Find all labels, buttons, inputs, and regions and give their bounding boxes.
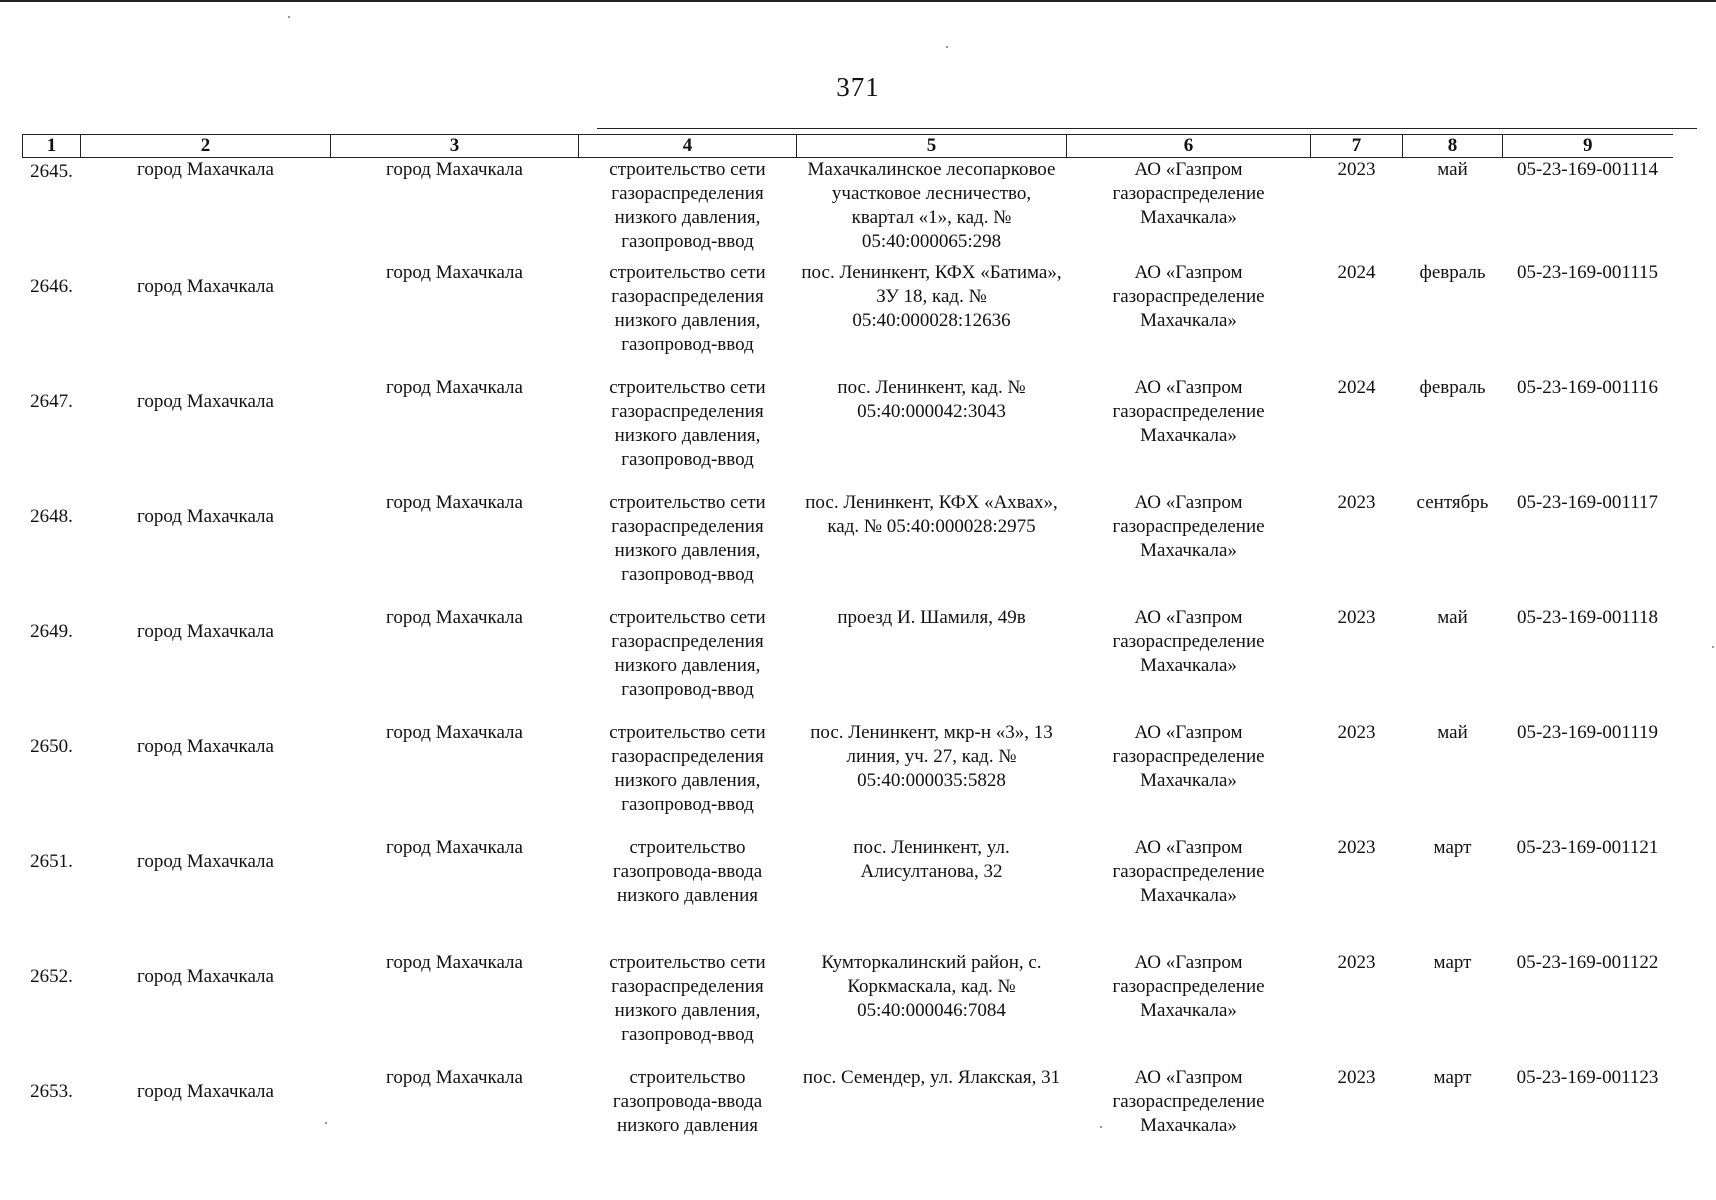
- cell-organization: АО «Газпром газораспределение Махачкала»: [1112, 722, 1265, 791]
- col-header-5: 5: [797, 135, 1067, 158]
- cell-year: 2023: [1337, 837, 1376, 858]
- cell-year: 2024: [1337, 262, 1376, 283]
- cell-month: сентябрь: [1416, 492, 1489, 513]
- cell-month: февраль: [1419, 262, 1486, 283]
- cell-settlement: город Махачкала: [386, 492, 523, 513]
- cell-municipality: город Махачкала: [137, 506, 274, 527]
- cell-settlement: город Махачкала: [386, 607, 523, 628]
- cell-address: пос. Ленинкент, кад. № 05:40:000042:3043: [837, 377, 1026, 422]
- cell-month: май: [1437, 159, 1468, 180]
- table-row: [23, 261, 1673, 376]
- cell-work-type: строительство сети газораспределения низкого давления, газопровод-ввод: [609, 722, 766, 815]
- cell-month: май: [1437, 722, 1468, 743]
- col-header-1: 1: [23, 135, 81, 158]
- scan-speck: [288, 16, 290, 18]
- cell-month: май: [1437, 607, 1468, 628]
- cell-organization: АО «Газпром газораспределение Махачкала»: [1112, 377, 1265, 446]
- cell-code: 05-23-169-001119: [1516, 722, 1659, 743]
- cell-settlement: город Махачкала: [386, 159, 523, 180]
- cell-work-type: строительство сети газораспределения низкого давления, газопровод-ввод: [609, 159, 766, 252]
- table-row: [23, 376, 1673, 491]
- cell-address: проезд И. Шамиля, 49в: [837, 607, 1026, 628]
- page-top-rule: [0, 0, 1716, 2]
- cell-code: 05-23-169-001115: [1516, 262, 1659, 283]
- cell-year: 2023: [1337, 722, 1376, 743]
- cell-work-type: строительство сети газораспределения низкого давления, газопровод-ввод: [609, 492, 766, 585]
- cell-year: 2023: [1337, 952, 1376, 973]
- row-number: 2653.: [30, 1081, 73, 1102]
- scan-speck: [946, 46, 948, 48]
- cell-municipality: город Махачкала: [137, 851, 274, 872]
- cell-organization: АО «Газпром газораспределение Махачкала»: [1112, 607, 1265, 676]
- cell-settlement: город Махачкала: [386, 952, 523, 973]
- cell-settlement: город Махачкала: [386, 1067, 523, 1088]
- scan-speck: [1712, 646, 1714, 648]
- cell-code: 05-23-169-001122: [1516, 952, 1659, 973]
- cell-work-type: строительство газопровода-ввода низкого давления: [612, 1067, 763, 1136]
- cell-municipality: город Махачкала: [137, 159, 274, 180]
- cell-organization: АО «Газпром газораспределение Махачкала»: [1112, 952, 1265, 1021]
- cell-work-type: строительство сети газораспределения низкого давления, газопровод-ввод: [609, 377, 766, 470]
- row-number: 2650.: [30, 736, 73, 757]
- table-row: [23, 721, 1673, 836]
- col-header-4: 4: [579, 135, 797, 158]
- table-row: [23, 491, 1673, 606]
- scan-speck: [1100, 1126, 1102, 1128]
- cell-settlement: город Махачкала: [386, 837, 523, 858]
- row-number: 2651.: [30, 851, 73, 872]
- cell-organization: АО «Газпром газораспределение Махачкала»: [1112, 492, 1265, 561]
- row-number: 2646.: [30, 276, 73, 297]
- cell-settlement: город Махачкала: [386, 722, 523, 743]
- row-number: 2647.: [30, 391, 73, 412]
- col-header-7: 7: [1311, 135, 1403, 158]
- cell-organization: АО «Газпром газораспределение Махачкала»: [1112, 262, 1265, 331]
- table-row: [23, 951, 1673, 1066]
- row-number: 2649.: [30, 621, 73, 642]
- table-top-line: [597, 128, 1697, 129]
- cell-settlement: город Махачкала: [386, 262, 523, 283]
- cell-municipality: город Махачкала: [137, 966, 274, 987]
- cell-code: 05-23-169-001116: [1516, 377, 1659, 398]
- cell-municipality: город Махачкала: [137, 1081, 274, 1102]
- col-header-8: 8: [1403, 135, 1503, 158]
- cell-month: март: [1433, 837, 1472, 858]
- cell-address: пос. Ленинкент, КФХ «Ахвах», кад. № 05:40:000028:2975: [805, 492, 1058, 537]
- cell-year: 2023: [1337, 607, 1376, 628]
- cell-work-type: строительство сети газораспределения низкого давления, газопровод-ввод: [609, 262, 766, 355]
- table-row: [23, 158, 1673, 262]
- cell-work-type: строительство сети газораспределения низкого давления, газопровод-ввод: [609, 952, 766, 1045]
- col-header-6: 6: [1067, 135, 1311, 158]
- col-header-2: 2: [81, 135, 331, 158]
- cell-address: Кумторкалинский район, с. Коркмаскала, кад. № 05:40:000046:7084: [821, 952, 1042, 1021]
- cell-organization: АО «Газпром газораспределение Махачкала»: [1112, 159, 1265, 228]
- row-number: 2652.: [30, 966, 73, 987]
- cell-address: пос. Ленинкент, КФХ «Батима», ЗУ 18, кад. № 05:40:000028:12636: [801, 262, 1062, 331]
- cell-year: 2023: [1337, 159, 1376, 180]
- cell-municipality: город Махачкала: [137, 736, 274, 757]
- scan-speck: [325, 1122, 327, 1124]
- col-header-3: 3: [331, 135, 579, 158]
- page-number: 371: [836, 72, 880, 102]
- cell-code: 05-23-169-001121: [1516, 837, 1659, 858]
- cell-month: февраль: [1419, 377, 1486, 398]
- col-header-9: 9: [1503, 135, 1673, 158]
- cell-settlement: город Махачкала: [386, 377, 523, 398]
- cell-municipality: город Махачкала: [137, 276, 274, 297]
- cell-year: 2024: [1337, 377, 1376, 398]
- cell-work-type: строительство сети газораспределения низкого давления, газопровод-ввод: [609, 607, 766, 700]
- cell-address: пос. Ленинкент, мкр-н «3», 13 линия, уч. 27, кад. № 05:40:000035:5828: [810, 722, 1053, 791]
- table-row: [23, 1066, 1673, 1181]
- cell-address: пос. Ленинкент, ул. Алисултанова, 32: [853, 837, 1010, 882]
- cell-work-type: строительство газопровода-ввода низкого давления: [612, 837, 763, 906]
- register-table: [22, 134, 1673, 1181]
- cell-municipality: город Махачкала: [137, 391, 274, 412]
- row-number: 2645.: [30, 161, 73, 182]
- cell-month: март: [1433, 952, 1472, 973]
- cell-organization: АО «Газпром газораспределение Махачкала»: [1112, 1067, 1265, 1136]
- cell-year: 2023: [1337, 492, 1376, 513]
- cell-code: 05-23-169-001123: [1516, 1067, 1659, 1088]
- row-number: 2648.: [30, 506, 73, 527]
- cell-address: Махачкалинское лесопарковое участковое лесничество, квартал «1», кад. № 05:40:000065:298: [807, 159, 1056, 252]
- cell-code: 05-23-169-001118: [1516, 607, 1659, 628]
- cell-organization: АО «Газпром газораспределение Махачкала»: [1112, 837, 1265, 906]
- table-row: [23, 606, 1673, 721]
- cell-address: пос. Семендер, ул. Ялакская, 31: [802, 1067, 1061, 1088]
- cell-code: 05-23-169-001117: [1516, 492, 1659, 513]
- cell-year: 2023: [1337, 1067, 1376, 1088]
- cell-month: март: [1433, 1067, 1472, 1088]
- header-row: [23, 135, 1673, 158]
- table-row: [23, 836, 1673, 951]
- cell-code: 05-23-169-001114: [1516, 159, 1659, 180]
- cell-municipality: город Махачкала: [137, 621, 274, 642]
